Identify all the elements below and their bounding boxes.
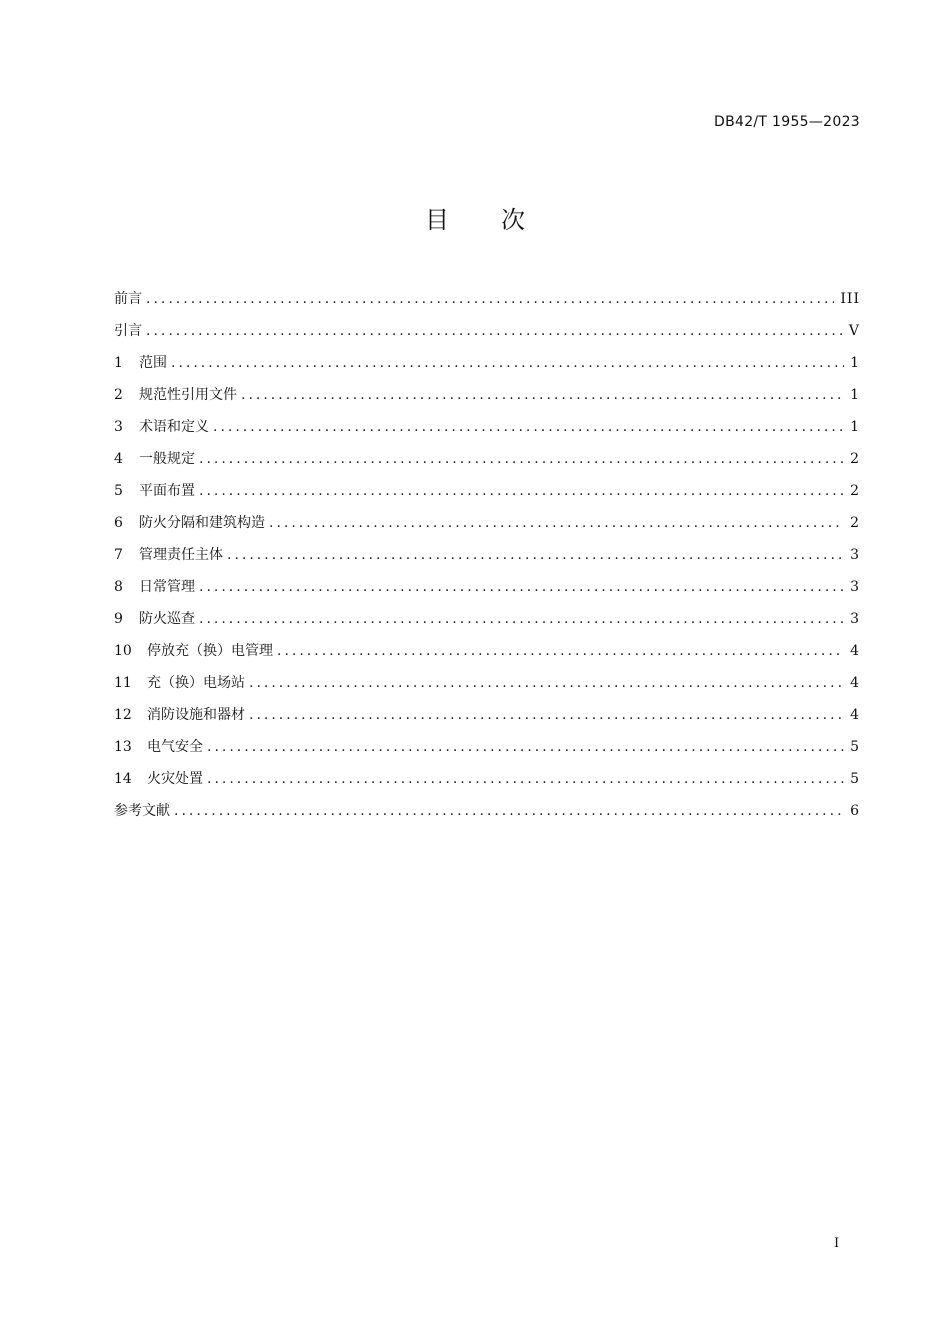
toc-leader-dots: [199, 574, 844, 600]
toc-entry-page: 4: [850, 675, 860, 691]
toc-entry-number: 13: [114, 739, 132, 755]
toc-entry-page: III: [840, 291, 860, 307]
toc-entry-label: 范围: [139, 355, 167, 371]
toc-entry-label: 火灾处置: [147, 771, 203, 787]
toc-entry-page: 5: [850, 771, 860, 787]
toc-leader-dots: [174, 798, 844, 824]
toc-entry-number: 10: [114, 643, 132, 659]
toc-entry-page: 3: [850, 579, 860, 595]
toc-leader-dots: [146, 318, 843, 344]
toc-entry-number: 5: [114, 483, 123, 499]
toc-entry-page: 2: [850, 483, 860, 499]
toc-entry-page: V: [848, 323, 860, 339]
toc-entry[interactable]: [114, 798, 860, 830]
toc-entry-number: 14: [114, 771, 132, 787]
toc-entry[interactable]: [114, 734, 860, 766]
toc-entry-label: 停放充（换）电管理: [147, 643, 273, 659]
toc-entry[interactable]: [114, 638, 860, 670]
toc-entry[interactable]: [114, 286, 860, 318]
toc-list: [114, 286, 860, 830]
toc-entry[interactable]: [114, 670, 860, 702]
toc-entry-label: 充（换）电场站: [147, 675, 245, 691]
toc-leader-dots: [207, 766, 844, 792]
toc-entry[interactable]: [114, 446, 860, 478]
toc-entry-number: 1: [114, 355, 123, 371]
toc-entry-page: 5: [850, 739, 860, 755]
toc-entry-number: 7: [114, 547, 123, 563]
toc-entry-label: 电气安全: [147, 739, 203, 755]
toc-leader-dots: [207, 734, 844, 760]
toc-entry-number: 11: [114, 675, 132, 691]
toc-entry[interactable]: [114, 478, 860, 510]
toc-title: [0, 200, 950, 235]
toc-leader-dots: [249, 702, 844, 728]
toc-leader-dots: [269, 510, 844, 536]
toc-leader-dots: [249, 670, 844, 696]
toc-entry-page: 4: [850, 643, 860, 659]
toc-entry-number: 8: [114, 579, 123, 595]
toc-leader-dots: [146, 286, 834, 312]
toc-entry-label: 防火分隔和建筑构造: [139, 515, 265, 531]
toc-entry[interactable]: [114, 574, 860, 606]
toc-entry-label: 术语和定义: [139, 419, 209, 435]
toc-entry[interactable]: [114, 318, 860, 350]
toc-entry-number: 6: [114, 515, 123, 531]
toc-entry-page: 1: [850, 387, 860, 403]
toc-entry-label: 前言: [114, 291, 142, 307]
toc-leader-dots: [213, 414, 844, 440]
toc-entry-page: 2: [850, 451, 860, 467]
toc-entry-page: 1: [850, 419, 860, 435]
toc-entry-label: 规范性引用文件: [139, 387, 237, 403]
toc-entry-number: 4: [114, 451, 123, 467]
toc-entry-label: 引言: [114, 323, 142, 339]
toc-leader-dots: [241, 382, 844, 408]
toc-leader-dots: [171, 350, 844, 376]
toc-leader-dots: [199, 606, 844, 632]
toc-entry[interactable]: [114, 702, 860, 734]
toc-entry-label: 消防设施和器材: [147, 707, 245, 723]
toc-entry-page: 4: [850, 707, 860, 723]
toc-entry-number: 2: [114, 387, 123, 403]
toc-entry[interactable]: [114, 382, 860, 414]
toc-entry-label: 一般规定: [139, 451, 195, 467]
toc-entry[interactable]: [114, 542, 860, 574]
toc-entry-number: 12: [114, 707, 132, 723]
toc-leader-dots: [277, 638, 844, 664]
toc-entry-page: 1: [850, 355, 860, 371]
toc-title-char-1: 目: [425, 206, 449, 234]
toc-entry-label: 平面布置: [139, 483, 195, 499]
toc-entry-label: 日常管理: [139, 579, 195, 595]
toc-entry-page: 3: [850, 547, 860, 563]
toc-entry[interactable]: [114, 510, 860, 542]
toc-leader-dots: [227, 542, 844, 568]
toc-entry-label: 参考文献: [114, 803, 170, 819]
page-number: I: [834, 1236, 840, 1251]
toc-entry-page: 2: [850, 515, 860, 531]
toc-entry-label: 管理责任主体: [139, 547, 223, 563]
toc-entry-label: 防火巡查: [139, 611, 195, 627]
toc-leader-dots: [199, 446, 844, 472]
toc-entry[interactable]: [114, 414, 860, 446]
toc-entry[interactable]: [114, 350, 860, 382]
toc-entry-number: 3: [114, 419, 123, 435]
document-code: DB42/T 1955—2023: [714, 114, 860, 130]
toc-title-char-2: 次: [501, 206, 525, 234]
toc-leader-dots: [199, 478, 844, 504]
toc-entry-number: 9: [114, 611, 123, 627]
toc-entry[interactable]: [114, 606, 860, 638]
toc-entry[interactable]: [114, 766, 860, 798]
toc-entry-page: 6: [850, 803, 860, 819]
toc-entry-page: 3: [850, 611, 860, 627]
